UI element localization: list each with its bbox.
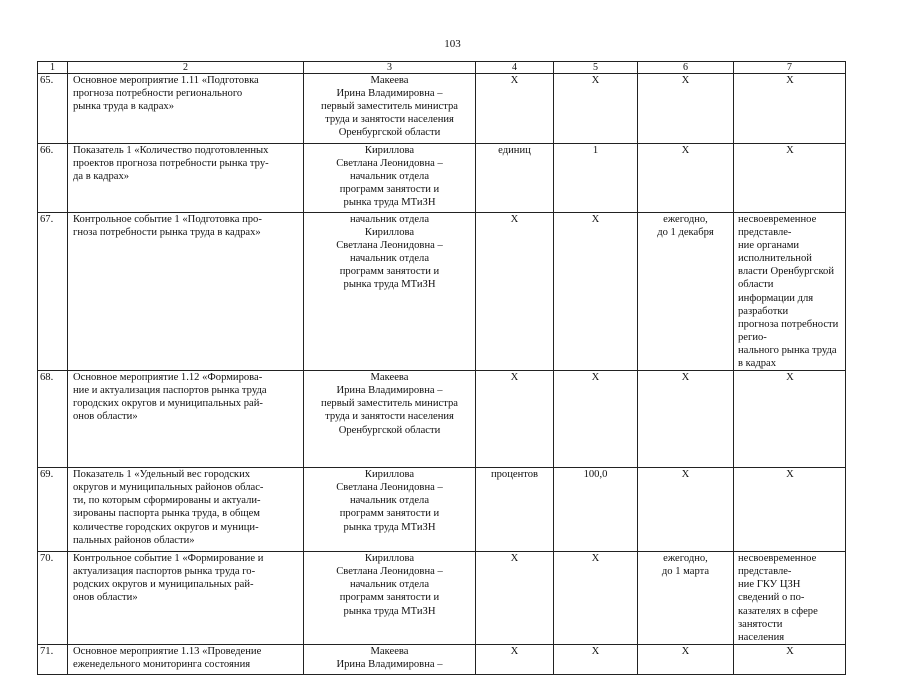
measure-name-line: пальных районов области» (73, 534, 195, 546)
responsible-line: Светлана Леонидовна – (336, 566, 443, 578)
responsible-line: начальник отдела (349, 253, 430, 265)
responsible-cell (304, 371, 476, 468)
table-row (38, 74, 846, 144)
responsible-line: Светлана Леонидовна – (336, 240, 443, 252)
unit-cell: X (476, 644, 554, 674)
row-number-cell: 67. (38, 213, 68, 371)
deadline-line: X (681, 75, 690, 86)
unit-cell: единиц (476, 144, 554, 213)
measure-name-line: да в кадрах» (73, 171, 130, 183)
measure-name-line: актуализация паспортов рынка труда го- (73, 566, 256, 578)
risk-line: X (786, 372, 794, 384)
measure-name-line: Основное мероприятие 1.12 «Формирова- (73, 372, 263, 384)
measure-name-cell (68, 213, 304, 371)
risk-line: населения (738, 631, 785, 643)
header-cell: 5 (554, 62, 638, 74)
risk-line: несвоевременное представле- (738, 553, 817, 578)
risk-cell (734, 468, 846, 552)
risk-line: нального рынка труда в кадрах (738, 344, 837, 370)
value-cell: 100,0 (554, 468, 638, 552)
responsible-line: рынка труда МТиЗН (343, 197, 436, 209)
responsible-cell (304, 144, 476, 213)
measure-name-line: городских округов и муниципальных рай- (73, 398, 263, 410)
responsible-line: начальник отдела (349, 579, 430, 591)
table-row (38, 213, 846, 371)
measure-name-line: гноза потребности рынка труда в кадрах» (73, 227, 261, 239)
row-number-cell: 71. (38, 644, 68, 674)
responsible-line: рынка труда МТиЗН (343, 279, 436, 291)
table-row (38, 371, 846, 468)
header-cell: 3 (304, 62, 476, 74)
row-number-cell: 69. (38, 468, 68, 552)
responsible-line: рынка труда МТиЗН (343, 605, 436, 617)
header-cell: 2 (68, 62, 304, 74)
risk-line: власти Оренбургской области (738, 266, 835, 291)
measure-name-cell (68, 552, 304, 645)
risk-line: казателях в сфере занятости (738, 605, 818, 630)
header-cell: 7 (734, 62, 846, 74)
header-cell: 4 (476, 62, 554, 74)
measure-name-line: Показатель 1 «Удельный вес городских (73, 469, 251, 481)
deadline-cell (638, 213, 734, 371)
responsible-line: Макеева (370, 75, 409, 86)
deadline-line: X (681, 372, 690, 384)
table-row (38, 552, 846, 645)
page-number: 103 (444, 38, 461, 50)
responsible-line: Ирина Владимировна – (336, 88, 443, 100)
deadline-cell (638, 552, 734, 645)
deadline-cell (638, 144, 734, 213)
responsible-cell (304, 74, 476, 144)
responsible-line: начальник отдела (349, 214, 430, 225)
measure-name-line: Основное мероприятие 1.11 «Подготовка (73, 75, 259, 86)
measure-name-line: еженедельного мониторинга состояния (73, 658, 251, 670)
risk-cell (734, 74, 846, 144)
measure-name-cell (68, 644, 304, 674)
responsible-line: программ занятости и (339, 184, 440, 196)
responsible-cell (304, 468, 476, 552)
header-cell: 6 (638, 62, 734, 74)
table-row (38, 468, 846, 552)
measure-name-line: Контрольное событие 1 «Подготовка про- (73, 214, 262, 225)
responsible-line: начальник отдела (349, 171, 430, 183)
responsible-line: труда и занятости населения (325, 411, 454, 423)
measure-name-line: ти, по которым сформированы и актуали- (73, 495, 261, 507)
unit-cell: X (476, 371, 554, 468)
responsible-line: программ занятости и (339, 508, 440, 520)
responsible-line: Ирина Владимировна – (336, 385, 443, 397)
responsible-line: Светлана Леонидовна – (336, 158, 443, 170)
deadline-line: X (681, 469, 690, 481)
unit-cell: X (476, 552, 554, 645)
measure-name-line: Показатель 1 «Количество подготовленных (73, 145, 269, 156)
row-number-cell: 70. (38, 552, 68, 645)
responsible-line: Оренбургской области (338, 424, 441, 436)
responsible-line: Кириллова (364, 145, 415, 156)
unit-cell: X (476, 213, 554, 371)
measure-name-line: Основное мероприятие 1.13 «Проведение (73, 645, 262, 657)
measure-name-cell (68, 468, 304, 552)
risk-cell (734, 213, 846, 371)
table-header-row (38, 62, 846, 74)
responsible-line: Кириллова (364, 553, 415, 565)
row-number-cell: 66. (38, 144, 68, 213)
risk-line: несвоевременное представле- (738, 214, 817, 239)
deadline-cell (638, 644, 734, 674)
header-cell: 1 (38, 62, 68, 74)
measure-name-cell (68, 74, 304, 144)
responsible-line: первый заместитель министра (321, 101, 458, 113)
responsible-line: программ занятости и (339, 266, 440, 278)
responsible-line: Кириллова (364, 227, 415, 239)
table-row (38, 144, 846, 213)
measure-name-line: количестве городских округов и муници- (73, 521, 259, 533)
measure-name-line: зированы паспорта рынка труда, в общем (73, 508, 261, 520)
responsible-line: Кириллова (364, 469, 415, 481)
risk-line: прогноза потребности регио- (738, 318, 839, 343)
measure-name-line: проектов прогноза потребности рынка тру- (73, 158, 269, 170)
risk-line: X (786, 75, 794, 86)
risk-line: X (786, 469, 794, 481)
measure-name-line: родских округов и муниципальных рай- (73, 579, 254, 591)
value-cell: X (554, 644, 638, 674)
risk-line: ние органами исполнительной (738, 240, 812, 265)
deadline-cell (638, 468, 734, 552)
responsible-line: Макеева (370, 372, 409, 384)
measure-name-line: округов и муниципальных районов облас- (73, 482, 264, 494)
risk-line: ние ГКУ ЦЗН сведений о по- (738, 579, 805, 604)
risk-line: X (786, 145, 794, 156)
value-cell: 1 (554, 144, 638, 213)
measure-name-line: рынка труда в кадрах» (73, 101, 175, 113)
table-row (38, 644, 846, 674)
measure-name-cell (68, 144, 304, 213)
deadline-line: до 1 декабря (657, 227, 714, 239)
deadline-line: X (681, 145, 690, 156)
measure-name-line: ние и актуализация паспортов рынка труда (73, 385, 267, 397)
risk-cell (734, 552, 846, 645)
responsible-line: Оренбургской области (338, 127, 441, 139)
row-number-cell: 68. (38, 371, 68, 468)
responsible-cell (304, 213, 476, 371)
deadline-line: до 1 марта (661, 566, 710, 578)
responsible-cell (304, 644, 476, 674)
row-number-cell: 65. (38, 74, 68, 144)
risk-cell (734, 371, 846, 468)
deadline-line: ежегодно, (663, 214, 708, 225)
responsible-line: Макеева (370, 645, 409, 657)
value-cell: X (554, 213, 638, 371)
measure-name-cell (68, 371, 304, 468)
value-cell: X (554, 371, 638, 468)
responsible-line: Ирина Владимировна – (336, 658, 443, 670)
plan-table (37, 61, 846, 675)
responsible-line: начальник отдела (349, 495, 430, 507)
responsible-line: Светлана Леонидовна – (336, 482, 443, 494)
measure-name-line: онов области» (73, 592, 138, 604)
unit-cell: процентов (476, 468, 554, 552)
responsible-line: программ занятости и (339, 592, 440, 604)
risk-cell (734, 644, 846, 674)
deadline-line: X (681, 645, 690, 657)
measure-name-line: онов области» (73, 411, 138, 423)
deadline-line: ежегодно, (663, 553, 708, 565)
measure-name-line: прогноза потребности регионального (73, 88, 243, 100)
responsible-line: первый заместитель министра (321, 398, 458, 410)
risk-cell (734, 144, 846, 213)
deadline-cell (638, 74, 734, 144)
value-cell: X (554, 552, 638, 645)
unit-cell: X (476, 74, 554, 144)
responsible-cell (304, 552, 476, 645)
deadline-cell (638, 371, 734, 468)
responsible-line: рынка труда МТиЗН (343, 521, 436, 533)
value-cell: X (554, 74, 638, 144)
risk-line: информации для разработки (738, 292, 814, 317)
risk-line: X (786, 645, 794, 657)
measure-name-line: Контрольное событие 1 «Формирование и (73, 553, 264, 565)
responsible-line: труда и занятости населения (325, 114, 454, 126)
